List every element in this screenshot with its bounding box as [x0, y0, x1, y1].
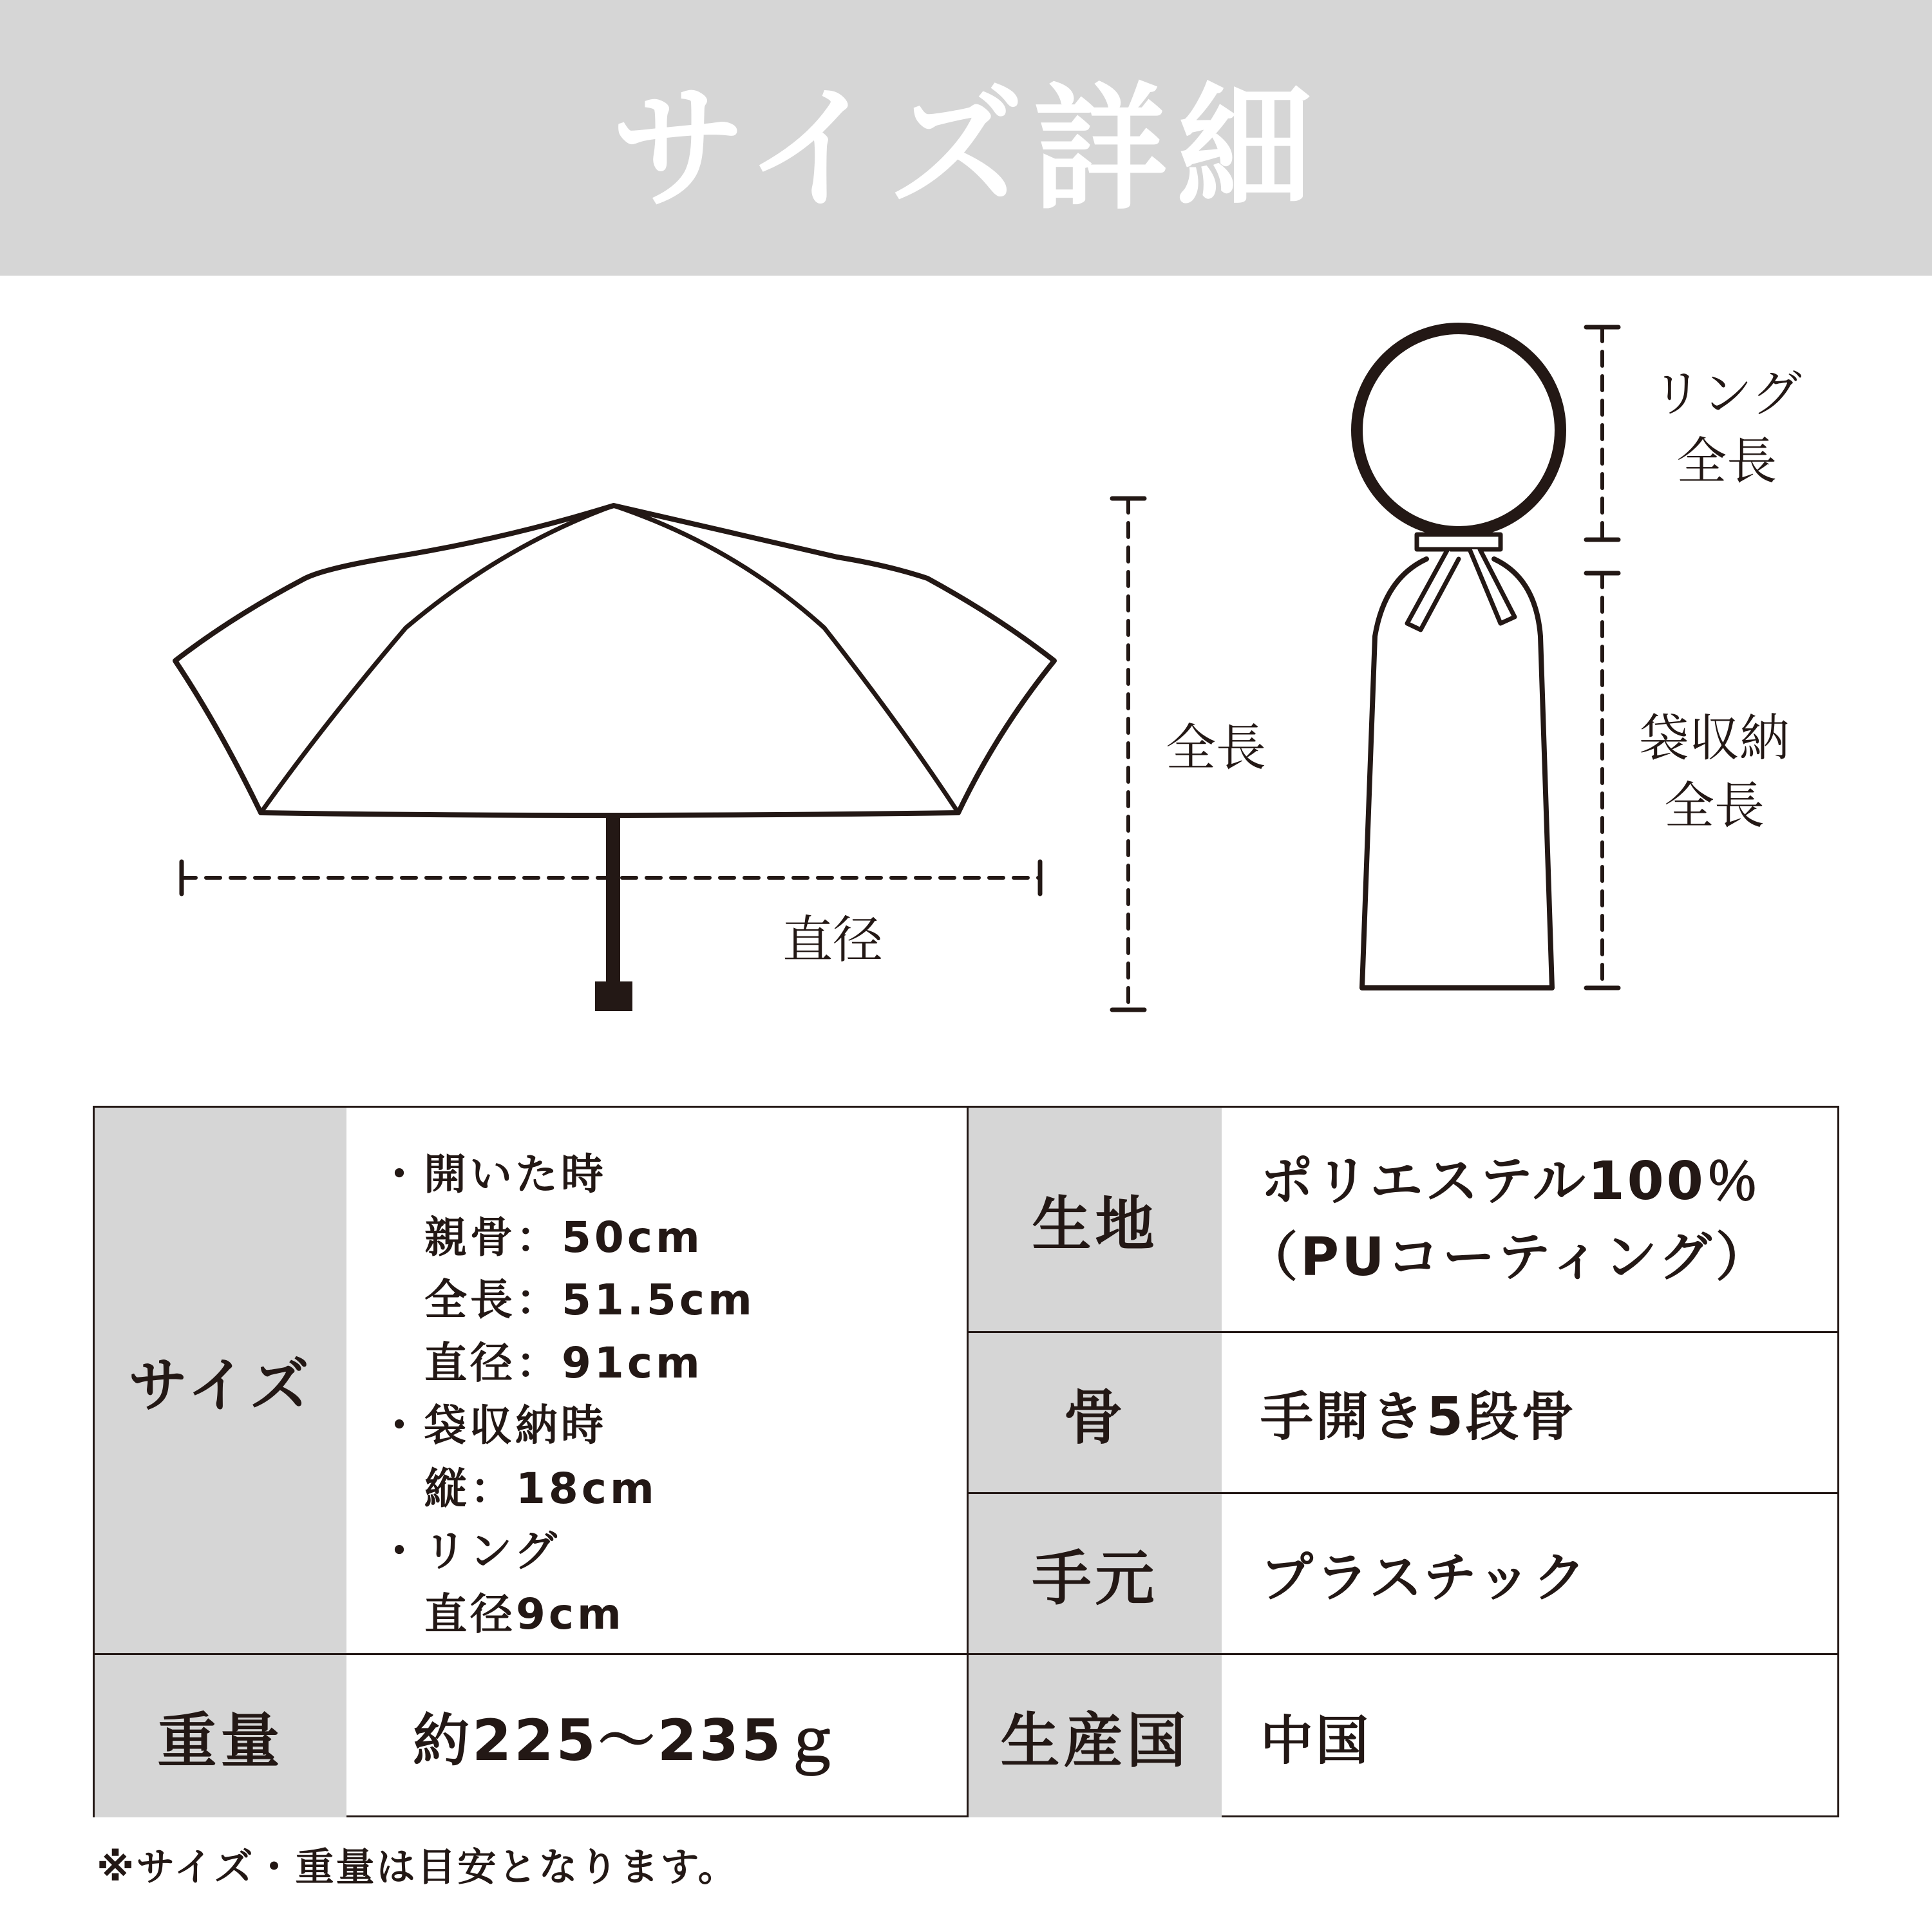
storage-bag: [1362, 559, 1552, 988]
weight-header: 重量: [95, 1655, 346, 1817]
handle-header: 手元: [969, 1494, 1222, 1653]
handle-value: プラスチック: [1260, 1548, 1589, 1609]
page-title: サイズ詳細: [611, 70, 1321, 228]
weight-value: 約225～235ｇ: [413, 1707, 843, 1774]
fabric-value-line2: （PUコーティング）: [1245, 1226, 1771, 1288]
frame-value: 手開き5段骨: [1260, 1387, 1577, 1448]
label-total-length: 全長: [1166, 719, 1267, 777]
fabric-value: [1222, 1108, 1839, 1331]
umbrella-diagram: [0, 276, 1932, 1081]
origin-header: 生産国: [969, 1655, 1222, 1817]
label-bag-length: 袋収納 全長: [1639, 710, 1790, 836]
fabric-header: 生地: [969, 1108, 1222, 1331]
row-divider: [95, 1653, 1837, 1655]
row-divider: [969, 1492, 1837, 1494]
canopy-rib-right: [614, 506, 958, 813]
size-ring-heading: ・リング: [378, 1526, 560, 1576]
frame-header: 骨: [969, 1333, 1222, 1492]
origin-value: 中国: [1260, 1710, 1372, 1772]
label-ring-length: リング 全長: [1652, 365, 1802, 491]
ring-shape: [1357, 328, 1560, 532]
umbrella-shaft: [606, 817, 620, 992]
bag-bow: [1417, 535, 1501, 549]
umbrella-handle: [595, 981, 632, 1011]
size-header: サイズ: [95, 1108, 346, 1653]
size-total: 全長：51.5cm: [424, 1275, 755, 1325]
canopy-outline: [175, 506, 1054, 815]
size-rib: 親骨：50cm: [424, 1212, 703, 1262]
title-banner: [0, 0, 1932, 276]
size-ring-diameter: 直径9cm: [424, 1589, 625, 1639]
size-vertical: 縦：18cm: [424, 1463, 658, 1513]
footnote: ※サイズ・重量は目安となります。: [97, 1845, 739, 1890]
fabric-value-line1: ポリエステル100％: [1260, 1150, 1761, 1212]
size-list: [378, 1143, 755, 1645]
label-diameter: 直径: [782, 911, 884, 969]
row-divider: [969, 1331, 1837, 1333]
size-bag-heading: ・袋収納時: [378, 1401, 607, 1450]
column-divider: [967, 1108, 969, 1815]
spec-table: [93, 1106, 1839, 1817]
size-diameter: 直径：91cm: [424, 1338, 703, 1388]
size-open-heading: ・開いた時: [378, 1150, 607, 1199]
